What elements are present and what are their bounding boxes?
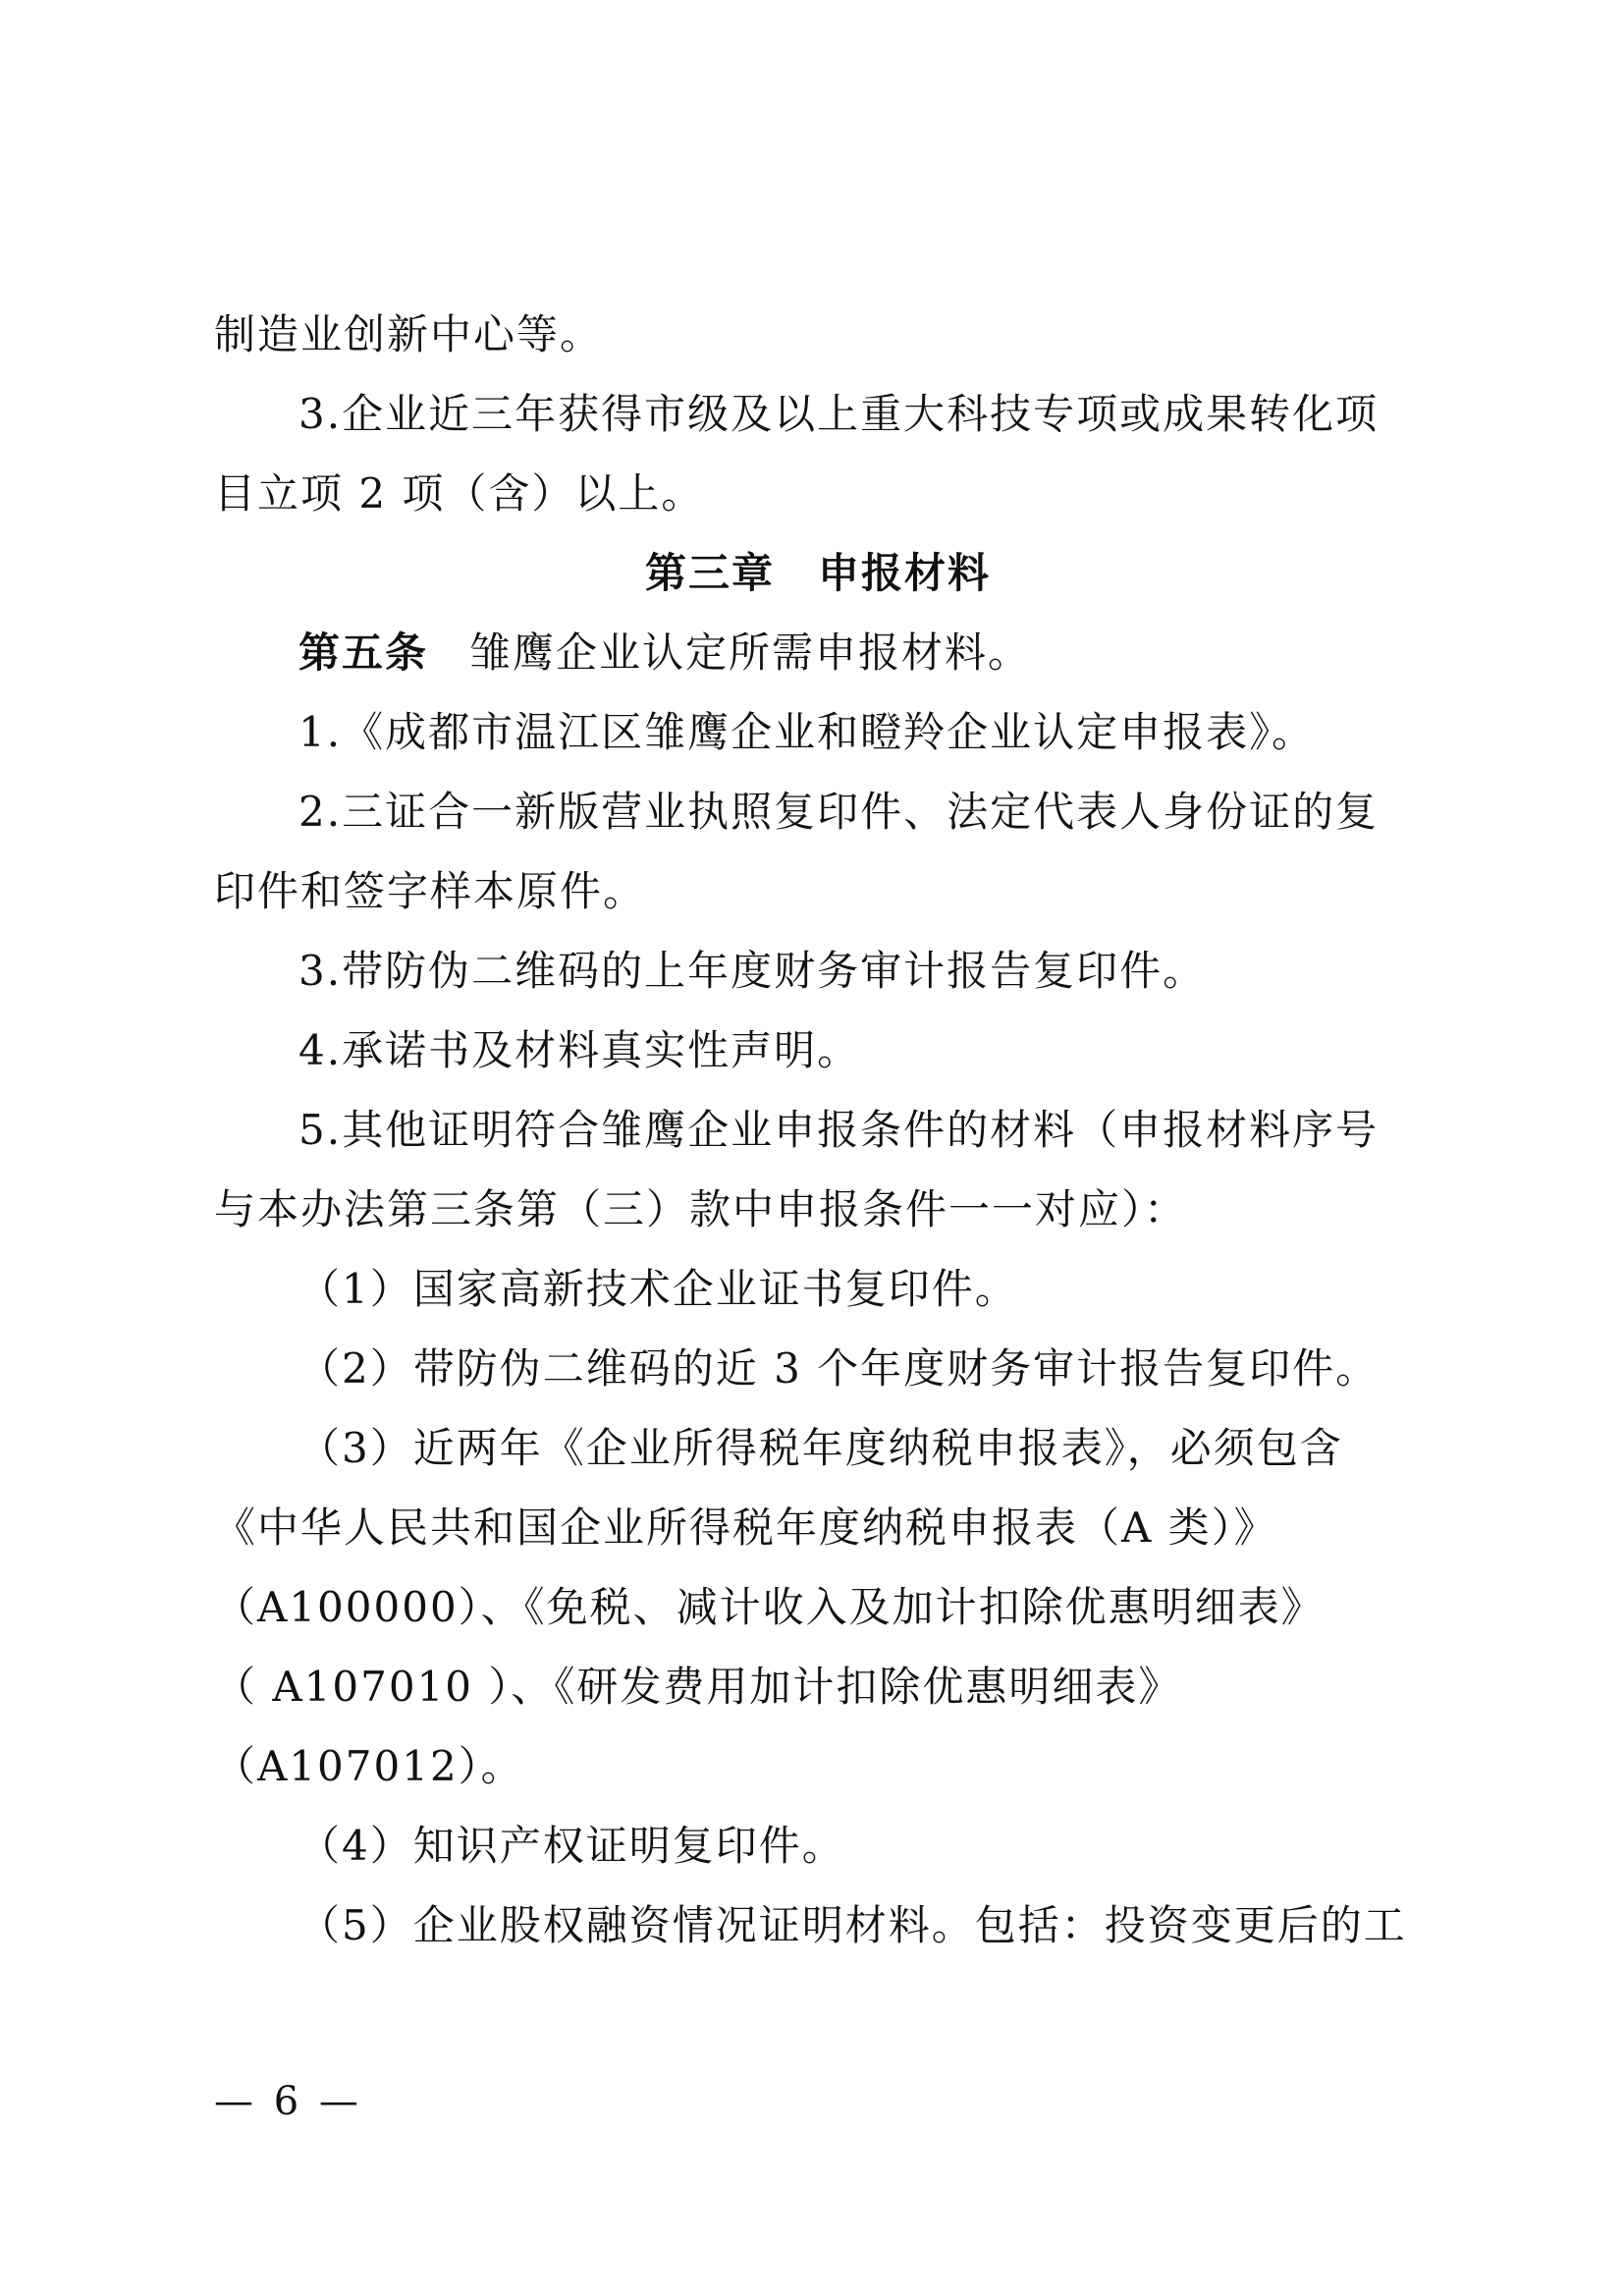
paragraph-line: 与本办法第三条第（三）款中申报条件一一对应）：	[214, 1185, 1188, 1233]
document-body	[214, 295, 1422, 1965]
paragraph-line: 2.三证合一新版营业执照复印件、法定代表人身份证的复	[298, 788, 1380, 836]
paragraph-line: （3）近两年《企业所得税年度纳税申报表》，必须包含	[298, 1424, 1343, 1472]
article-line	[214, 613, 1422, 692]
paragraph-line: （1）国家高新技术企业证书复印件。	[298, 1265, 1018, 1313]
paragraph-line: 1.《成都市温江区雏鹰企业和瞪羚企业认定申报表》。	[298, 708, 1316, 756]
paragraph-line: 印件和签字样本原件。	[214, 867, 647, 915]
paragraph-line: （A107012）。	[214, 1742, 524, 1790]
paragraph-line: （2）带防伪二维码的近 3 个年度财务审计报告复印件。	[298, 1344, 1380, 1393]
paragraph-line: 4.承诺书及材料真实性声明。	[298, 1026, 861, 1074]
paragraph-line: 3.带防伪二维码的上年度财务审计报告复印件。	[298, 947, 1207, 995]
article-text: 雏鹰企业认定所需申报材料。	[469, 628, 1032, 677]
paragraph-line: 3.企业近三年获得市级及以上重大科技专项或成果转化项	[298, 390, 1380, 438]
article-label: 第五条	[298, 628, 429, 677]
page-number: — 6 —	[214, 2079, 362, 2124]
paragraph-line: （4）知识产权证明复印件。	[298, 1822, 845, 1870]
chapter-heading: 第三章 申报材料	[644, 549, 991, 597]
paragraph-line: 目立项 2 项（含）以上。	[214, 469, 705, 518]
paragraph-line: 制造业创新中心等。	[214, 310, 604, 358]
paragraph-line: 5.其他证明符合雏鹰企业申报条件的材料（申报材料序号	[298, 1106, 1380, 1154]
paragraph-line: （ A107010 ）、《研发费用加计扣除优惠明细表》	[214, 1663, 1182, 1711]
paragraph-line: （A100000）、《免税、减计收入及加计扣除优惠明细表》	[214, 1583, 1325, 1631]
paragraph-line: 《中华人民共和国企业所得税年度纳税申报表（A 类）》	[214, 1503, 1277, 1552]
paragraph-line: （5）企业股权融资情况证明材料。包括：投资变更后的工	[298, 1901, 1407, 1949]
